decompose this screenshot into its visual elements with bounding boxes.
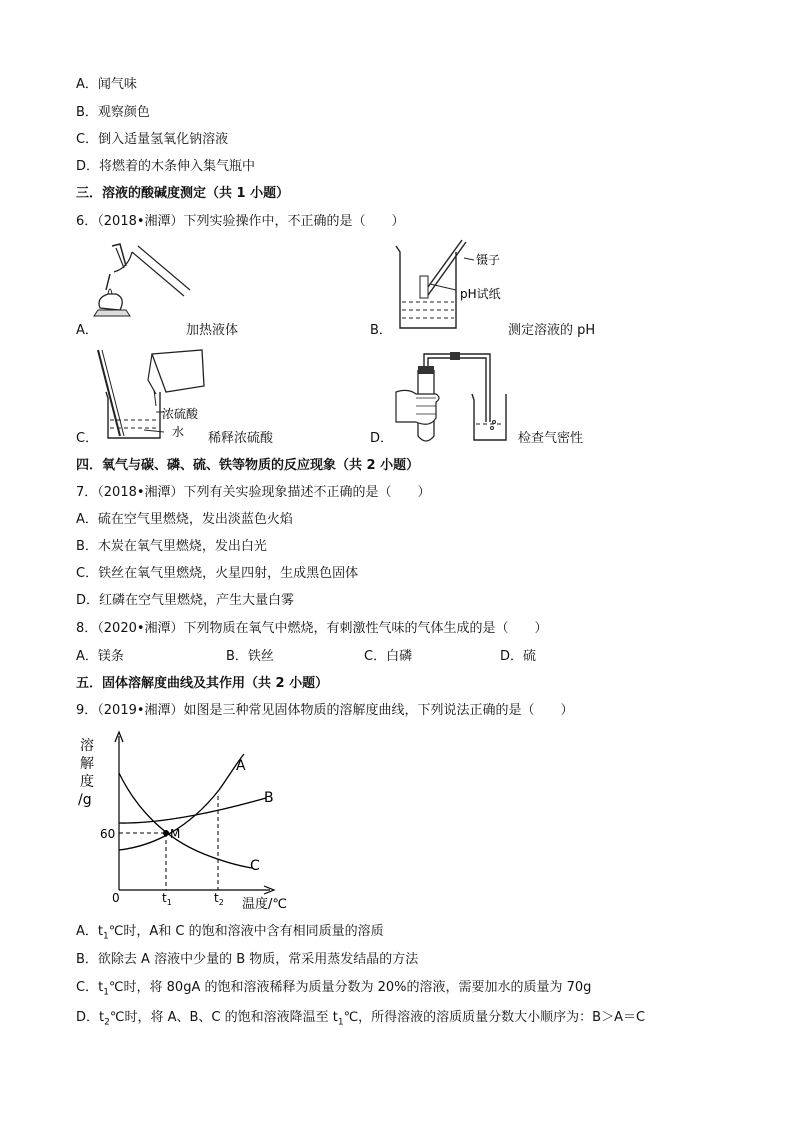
q7-stem: 7．（2018•湘潭）下列有关实验现象描述不正确的是（ ） (76, 485, 431, 500)
ph-paper-label: pH试纸 (460, 287, 501, 301)
ph-measurement-figure (390, 236, 520, 336)
q6-option-c-letter: C． (76, 431, 99, 446)
q6-stem: 6．（2018•湘潭）下列实验操作中，不正确的是（ ） (76, 214, 405, 229)
q8-option-a: A．镁条 (76, 649, 124, 664)
q5-option-d: D．将燃着的木条伸入集气瓶中 (76, 159, 256, 174)
curve-b-label: B (264, 790, 274, 806)
section-heading-3: 三．溶液的酸碱度测定（共 1 小题） (76, 186, 290, 201)
q7-option-b: B．木炭在氧气里燃烧，发出白光 (76, 539, 267, 554)
q5-option-a: A．闻气味 (76, 77, 137, 92)
q6-option-b-caption: 测定溶液的 pH (508, 323, 596, 338)
curve-a-label: A (236, 758, 246, 774)
airtightness-figure (394, 348, 524, 448)
y-axis-label-3: 度 (80, 774, 94, 790)
x-tick-t2: $t_2$ (214, 891, 224, 907)
q6-option-d-letter: D． (370, 431, 394, 446)
y-tick-60: 60 (100, 827, 116, 841)
section-heading-5: 五．固体溶解度曲线及其作用（共 2 小题） (76, 676, 329, 691)
heating-liquid-figure (92, 238, 192, 328)
y-axis-label-1: 溶 (80, 738, 94, 754)
point-m-label: M (170, 827, 181, 841)
q6-option-a-caption: 加热液体 (186, 323, 239, 338)
curve-c-label: C (250, 858, 260, 874)
q5-option-b: B．观察颜色 (76, 105, 150, 120)
q8-stem: 8．（2020•湘潭）下列物质在氧气中燃烧，有刺激性气味的气体生成的是（ ） (76, 621, 548, 636)
q5-option-c: C．倒入适量氢氧化钠溶液 (76, 132, 229, 147)
origin-label: 0 (112, 891, 120, 905)
q8-option-d: D．硫 (500, 649, 537, 664)
q6-option-c-caption: 稀释浓硫酸 (208, 431, 274, 446)
y-axis-label-4: /g (78, 792, 92, 808)
solubility-curve-graph (74, 728, 304, 913)
section-heading-4: 四．氧气与碳、磷、硫、铁等物质的反应现象（共 2 小题） (76, 458, 420, 473)
q6-option-b-letter: B． (370, 323, 392, 338)
q6-option-a-letter: A． (76, 323, 98, 338)
q9-stem: 9．（2019•湘潭）如图是三种常见固体物质的溶解度曲线，下列说法正确的是（ ） (76, 703, 574, 718)
tweezers-label: 镊子 (476, 253, 501, 267)
q9-option-a: A．$t_1℃$时，A和 C 的饱和溶液中含有相同质量的溶质 (76, 924, 384, 942)
q7-option-d: D．红磷在空气里燃烧，产生大量白雾 (76, 593, 295, 608)
acid-label: 浓硫酸 (162, 407, 199, 421)
q9-option-b: B．欲除去 A 溶液中少量的 B 物质，常采用蒸发结晶的方法 (76, 952, 419, 967)
q9-option-c: C．$t_1℃$时，将 80gA 的饱和溶液稀释为质量分数为 20%的溶液，需要加水的质量为 70g (76, 980, 592, 998)
q7-option-a: A．硫在空气里燃烧，发出淡蓝色火焰 (76, 512, 293, 527)
q7-option-c: C．铁丝在氧气里燃烧，火星四射，生成黑色固体 (76, 566, 359, 581)
x-tick-t1: $t_1$ (162, 891, 172, 907)
q6-option-d-caption: 检查气密性 (518, 431, 584, 446)
x-axis-label: 温度/℃ (242, 897, 287, 912)
q8-option-b: B．铁丝 (226, 649, 274, 664)
q9-option-d: D．$t_2℃$时，将 A、B、C 的饱和溶液降温至 $t_1℃$，所得溶液的溶质质量分数大小顺序为：B＞A＝C (76, 1010, 646, 1028)
water-label: 水 (172, 425, 185, 439)
q8-option-c: C．白磷 (364, 649, 413, 664)
y-axis-label-2: 解 (80, 756, 94, 772)
diluting-acid-figure (94, 346, 214, 446)
